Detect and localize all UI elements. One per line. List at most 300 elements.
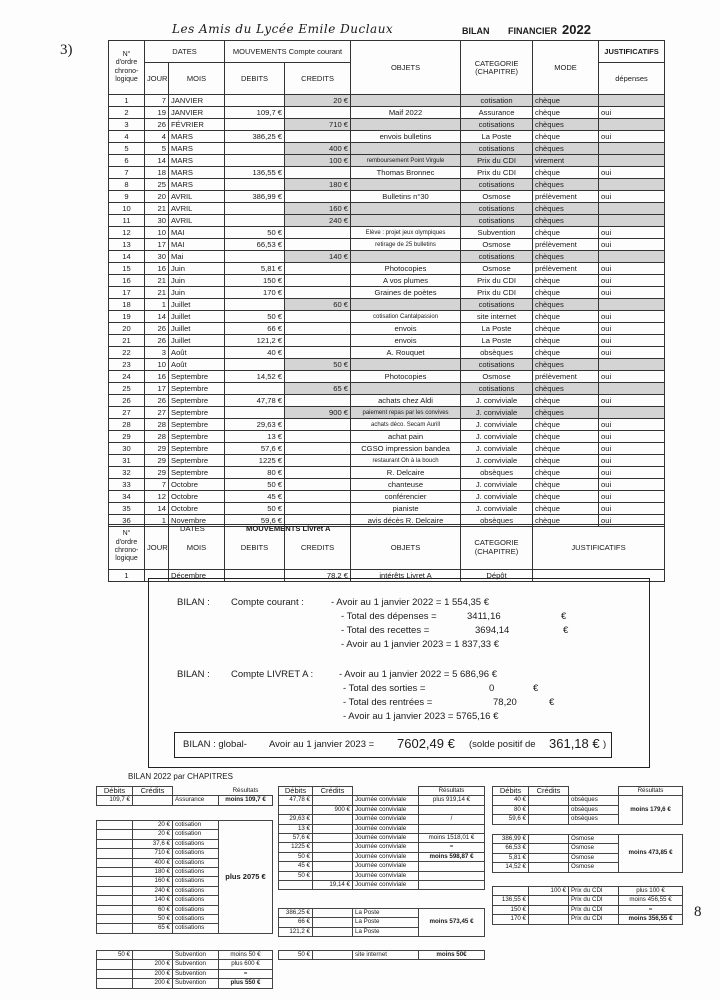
cell-n: 21 (109, 335, 145, 347)
cell-n: 7 (109, 167, 145, 179)
poste-label: La Poste (353, 909, 419, 918)
cell-mois: Octobre (169, 491, 225, 503)
cell-credit: 180 € (285, 179, 351, 191)
cell-jour: 19 (145, 107, 169, 119)
margin-page-number: 8 (694, 904, 702, 920)
cell-credit: 900 € (285, 407, 351, 419)
chap-cdi-table (492, 886, 683, 925)
chapitres-title: BILAN 2022 par CHAPITRES (128, 772, 233, 781)
bilan-la-label: Compte LIVRET A : (231, 669, 314, 680)
conviviale-credit (313, 843, 353, 852)
cell-debit: 150 € (225, 275, 285, 287)
cell-debit: 45 € (225, 491, 285, 503)
cell-mode: chèques (533, 299, 599, 311)
cell-debit: 57,6 € (225, 443, 285, 455)
cell-n: 31 (109, 455, 145, 467)
cdi-debit: 170 € (493, 915, 529, 924)
cell-mode: chèque (533, 395, 599, 407)
subvention-debit (97, 969, 133, 978)
cell-categorie: Prix du CDI (461, 275, 533, 287)
cell-objet (351, 179, 461, 191)
cell-debit: 40 € (225, 347, 285, 359)
cotisation-credit: 180 € (133, 867, 173, 876)
livret-mouvements-label: MOUVEMENTS Livret A (246, 524, 331, 533)
cell-n: 9 (109, 191, 145, 203)
cotisation-label: cotisations (173, 877, 219, 886)
cell-mode: virement (533, 155, 599, 167)
bilan-cc-dep-euro: € (561, 611, 567, 622)
conviviale-label: Journée conviviale (353, 880, 419, 889)
cotisations-result-value: plus 2075 € (225, 871, 266, 881)
subvention-result: plus 550 € (219, 979, 273, 988)
cdi-credit (529, 896, 569, 905)
cell-justificatif: oui (599, 191, 665, 203)
cell-mois: MARS (169, 167, 225, 179)
cell-justificatif: oui (599, 275, 665, 287)
cell-objet (351, 383, 461, 395)
subvention-row (97, 969, 273, 978)
cell-n: 13 (109, 239, 145, 251)
cell-mois: Mai (169, 251, 225, 263)
cell-mois: Juillet (169, 311, 225, 323)
ledger-row (109, 131, 665, 143)
cell-mode: chèque (533, 107, 599, 119)
cell-categorie: Assurance (461, 107, 533, 119)
bilan-cc-rec-val: 3694,14 (475, 625, 510, 636)
cell-n: 35 (109, 503, 145, 515)
cell-categorie: cotisations (461, 119, 533, 131)
cdi-credit (529, 905, 569, 914)
cell-objet: R. Delcaire (351, 467, 461, 479)
cell-categorie: Subvention (461, 227, 533, 239)
cell-mois: Juillet (169, 299, 225, 311)
ledger-row (109, 371, 665, 383)
cell-mode: chèques (533, 179, 599, 191)
cell-n: 6 (109, 155, 145, 167)
cell-jour: 14 (145, 503, 169, 515)
cell-mode: chèque (533, 431, 599, 443)
cell-objet: cotisation Cantalpassion (351, 311, 461, 323)
ledger-row (109, 419, 665, 431)
cell-jour: 7 (145, 479, 169, 491)
ledger-table (108, 40, 665, 527)
cell-justificatif: oui (599, 455, 665, 467)
cotisation-credit: 37,6 € (133, 839, 173, 848)
cell-credit (285, 371, 351, 383)
cell-debit: 1225 € (225, 455, 285, 467)
cell-justificatif (599, 299, 665, 311)
subvention-label: Subvention (173, 969, 219, 978)
cell-categorie: cotisations (461, 251, 533, 263)
conviviale-credit (313, 862, 353, 871)
header-objets: OBJETS (351, 41, 461, 95)
bilan-global-text: Avoir au 1 janvier 2023 = (269, 739, 375, 750)
ledger-row (109, 167, 665, 179)
osmose-debit: 5,81 € (493, 853, 529, 862)
ledger-row (109, 503, 665, 515)
cell-credit (285, 455, 351, 467)
ledger-row (109, 407, 665, 419)
conviviale-row (279, 880, 485, 889)
poste-debit: 66 € (279, 918, 313, 927)
cell-justificatif: oui (599, 335, 665, 347)
cell-credit (285, 263, 351, 275)
cell-categorie: J. conviviale (461, 503, 533, 515)
cell-jour: 28 (145, 431, 169, 443)
cell-mode: prélèvement (533, 371, 599, 383)
subvention-result: = (219, 969, 273, 978)
cell-debit: 14,52 € (225, 371, 285, 383)
cell-mode: chèque (533, 503, 599, 515)
cell-objet: envois (351, 323, 461, 335)
conviviale-result-empty (419, 862, 485, 871)
cell-debit: 109,7 € (225, 107, 285, 119)
cell-justificatif: oui (599, 515, 665, 527)
cell-credit (285, 335, 351, 347)
cell-debit (225, 359, 285, 371)
cell-mois: Septembre (169, 443, 225, 455)
header-mouvements: MOUVEMENTS Compte courant (225, 41, 351, 63)
ledger-row (109, 383, 665, 395)
conviviale-result-empty (419, 871, 485, 880)
cell-objet: conférencier (351, 491, 461, 503)
bilan-label-2: BILAN : (177, 669, 210, 680)
chap-assurance-table (96, 786, 273, 806)
conviviale-row (279, 833, 485, 842)
cell-mode: chèque (533, 443, 599, 455)
cell-credit: 240 € (285, 215, 351, 227)
livret-header-categorie: CATEGORIE (CHAPITRE) (461, 525, 533, 570)
cell-mois: Septembre (169, 371, 225, 383)
conviviale-debit: 45 € (279, 862, 313, 871)
cell-justificatif (599, 179, 665, 191)
subvention-debit: 50 € (97, 951, 133, 960)
ledger-row (109, 239, 665, 251)
cell-objet: Elève : projet jeux olympiques (351, 227, 461, 239)
conviviale-label: Journée conviviale (353, 871, 419, 880)
cell-categorie: obsèques (461, 515, 533, 527)
cell-mode: chèques (533, 215, 599, 227)
chap-conviviale-table (278, 786, 485, 890)
conv-resultats-head: Résultats (419, 787, 485, 796)
conviviale-credit (313, 833, 353, 842)
cdi-row (493, 905, 683, 914)
cotisation-credit: 240 € (133, 886, 173, 895)
bilan-la-sor-val: 0 (489, 683, 495, 694)
cell-credit (285, 503, 351, 515)
livret-dates-label: DATES (180, 524, 205, 533)
cell-objet: CGSO impression bandea (351, 443, 461, 455)
cell-justificatif: oui (599, 503, 665, 515)
cell-objet: chanteuse (351, 479, 461, 491)
cell-debit (225, 179, 285, 191)
ledger-row (109, 227, 665, 239)
cell-n: 34 (109, 491, 145, 503)
cell-categorie: cotisations (461, 299, 533, 311)
conviviale-label: Journée conviviale (353, 796, 419, 805)
conviviale-result-empty (419, 824, 485, 833)
osmose-row (493, 835, 683, 844)
ledger-row (109, 191, 665, 203)
cell-n: 8 (109, 179, 145, 191)
cell-categorie: Prix du CDI (461, 167, 533, 179)
bilan-solde-value: 361,18 € (549, 736, 600, 751)
cell-jour: 10 (145, 359, 169, 371)
ledger-row (109, 179, 665, 191)
subvention-credit (133, 951, 173, 960)
conviviale-debit: 29,63 € (279, 815, 313, 824)
cdi-credit (529, 915, 569, 924)
cotisation-credit: 65 € (133, 924, 173, 933)
header-depenses: dépenses (599, 63, 665, 95)
osmose-label: Osmose (569, 853, 619, 862)
cell-objet: Photocopies (351, 263, 461, 275)
cell-n: 15 (109, 263, 145, 275)
poste-debit: 386,25 € (279, 909, 313, 918)
association-title: Les Amis du Lycée Emile Duclaux (172, 22, 394, 36)
cell-jour: 25 (145, 179, 169, 191)
cell-justificatif (599, 95, 665, 107)
cell-credit: 400 € (285, 143, 351, 155)
cotisation-credit: 140 € (133, 896, 173, 905)
cell-justificatif (599, 203, 665, 215)
cell-justificatif (599, 251, 665, 263)
cdi-row (493, 915, 683, 924)
cell-mois: Septembre (169, 467, 225, 479)
cell-n: 33 (109, 479, 145, 491)
cell-jour: 16 (145, 371, 169, 383)
cotisation-credit: 20 € (133, 830, 173, 839)
cotisation-label: cotisations (173, 886, 219, 895)
conviviale-debit: 50 € (279, 871, 313, 880)
cotisation-label: cotisations (173, 867, 219, 876)
cell-objet (351, 251, 461, 263)
cell-jour: 30 (145, 215, 169, 227)
cell-credit (285, 239, 351, 251)
cell-debit (225, 251, 285, 263)
cell-mois: MARS (169, 131, 225, 143)
cell-n: 12 (109, 227, 145, 239)
cell-mode: chèques (533, 251, 599, 263)
header-year: 2022 (562, 22, 591, 37)
cell-debit: 121,2 € (225, 335, 285, 347)
conviviale-result: moins 1518,01 € (419, 833, 485, 842)
cell-objet: achats chez Aldi (351, 395, 461, 407)
ledger-row (109, 311, 665, 323)
ledger-row (109, 119, 665, 131)
obs-debits-head: Débits (493, 787, 529, 796)
ledger-row (109, 251, 665, 263)
cell-justificatif: oui (599, 263, 665, 275)
cell-categorie: La Poste (461, 335, 533, 347)
cell-categorie: Osmose (461, 263, 533, 275)
cell-n: 26 (109, 395, 145, 407)
cell-mois: MAI (169, 239, 225, 251)
cell-jour: 10 (145, 227, 169, 239)
cell-mode: chèque (533, 323, 599, 335)
cell-n: 14 (109, 251, 145, 263)
cell-mois: MARS (169, 155, 225, 167)
cell-mois: JANVIER (169, 95, 225, 107)
conviviale-result: = (419, 843, 485, 852)
cell-credit (285, 467, 351, 479)
conviviale-debit: 1225 € (279, 843, 313, 852)
cell-categorie: J. conviviale (461, 407, 533, 419)
cell-mode: chèques (533, 119, 599, 131)
cell-categorie: cotisations (461, 179, 533, 191)
conviviale-row (279, 824, 485, 833)
cell-categorie: J. conviviale (461, 431, 533, 443)
osmose-result: moins 473,85 € (619, 835, 683, 873)
cdi-result: moins 356,55 € (619, 915, 683, 924)
cell-objet: remboursement Point Virgule (351, 155, 461, 167)
ledger-row (109, 143, 665, 155)
cell-mode: chèque (533, 95, 599, 107)
cell-debit: 50 € (225, 227, 285, 239)
cell-categorie: cotisations (461, 143, 533, 155)
cotisation-label: cotisation (173, 830, 219, 839)
cell-n: 5 (109, 143, 145, 155)
cell-mode: chèque (533, 419, 599, 431)
cell-justificatif (599, 407, 665, 419)
cell-mois: MARS (169, 179, 225, 191)
conviviale-result-empty (419, 880, 485, 889)
conviviale-credit (313, 815, 353, 824)
cell-categorie: Osmose (461, 239, 533, 251)
cotisation-credit: 400 € (133, 858, 173, 867)
poste-label: La Poste (353, 927, 419, 936)
cell-debit (225, 215, 285, 227)
cdi-row (493, 896, 683, 905)
bilan-cc-line4: - Avoir au 1 janvier 2023 = 1 837,33 € (341, 639, 500, 650)
cotisation-label: cotisations (173, 905, 219, 914)
cell-jour: 3 (145, 347, 169, 359)
cell-debit: 136,55 € (225, 167, 285, 179)
cell-mois: FÉVRIER (169, 119, 225, 131)
cell-objet: pianiste (351, 503, 461, 515)
cell-mois: Octobre (169, 503, 225, 515)
cell-credit (285, 479, 351, 491)
cell-categorie: cotisations (461, 383, 533, 395)
livret-header-credits: CREDITS (285, 525, 351, 570)
header-mois: MOIS (169, 63, 225, 95)
cell-jour: 14 (145, 155, 169, 167)
conviviale-row (279, 852, 485, 861)
cell-credit: 20 € (285, 95, 351, 107)
header-justificatifs: JUSTIFICATIFS (599, 41, 665, 63)
cell-mois: Septembre (169, 395, 225, 407)
cotisation-label: cotisations (173, 914, 219, 923)
cell-justificatif (599, 215, 665, 227)
cell-jour: 21 (145, 203, 169, 215)
ledger-row (109, 215, 665, 227)
ledger-row (109, 287, 665, 299)
cell-mois: Septembre (169, 419, 225, 431)
conviviale-result-empty (419, 805, 485, 814)
bilan-la-line1: - Avoir au 1 janvier 2022 = 5 686,96 € (339, 669, 498, 680)
cell-mois: Octobre (169, 479, 225, 491)
subvention-credit: 200 € (133, 960, 173, 969)
cotisation-label: cotisations (173, 924, 219, 933)
conviviale-credit: 19,14 € (313, 880, 353, 889)
ledger-row (109, 275, 665, 287)
cell-objet (351, 95, 461, 107)
cell-mode: chèques (533, 203, 599, 215)
cell-categorie: Osmose (461, 191, 533, 203)
cell-categorie: obsèques (461, 467, 533, 479)
cell-justificatif: oui (599, 371, 665, 383)
cell-mois: Juillet (169, 335, 225, 347)
osmose-debit: 386,99 € (493, 835, 529, 844)
cell-objet: envois (351, 335, 461, 347)
cell-n: 1 (109, 95, 145, 107)
subvention-debit (97, 979, 133, 988)
cell-credit (285, 443, 351, 455)
cell-categorie: J. conviviale (461, 455, 533, 467)
cell-n: 16 (109, 275, 145, 287)
cell-debit: 59,6 € (225, 515, 285, 527)
obseques-label: obsèques (569, 796, 619, 805)
cell-objet: Thomas Bronnec (351, 167, 461, 179)
ledger-row (109, 155, 665, 167)
cell-objet (351, 119, 461, 131)
osmose-label: Osmose (569, 844, 619, 853)
cell-justificatif: oui (599, 491, 665, 503)
chap-osmose-table (492, 834, 683, 873)
conv-credits-head: Crédits (313, 787, 353, 796)
cell-jour: 1 (145, 299, 169, 311)
cell-mois: Juillet (169, 323, 225, 335)
cell-mois: Septembre (169, 407, 225, 419)
conviviale-label: Journée conviviale (353, 815, 419, 824)
cell-justificatif: oui (599, 167, 665, 179)
cell-jour: 26 (145, 395, 169, 407)
bilan-la-sor-label: - Total des sorties = (343, 683, 426, 694)
cell-objet: A. Rouquet (351, 347, 461, 359)
cell-n: 11 (109, 215, 145, 227)
cell-categorie: Prix du CDI (461, 287, 533, 299)
cotisation-label: cotisations (173, 896, 219, 905)
chap-cotisations-table (96, 820, 273, 934)
osmose-debit: 14,52 € (493, 863, 529, 872)
cell-credit (285, 287, 351, 299)
subvention-row (97, 960, 273, 969)
cell-jour: 4 (145, 131, 169, 143)
cell-justificatif: oui (599, 431, 665, 443)
cdi-debit: 150 € (493, 905, 529, 914)
cdi-result: = (619, 905, 683, 914)
ledger-row (109, 335, 665, 347)
cell-credit (285, 347, 351, 359)
ledger-row (109, 95, 665, 107)
ledger-row (109, 431, 665, 443)
livret-cell-cat: Dépôt (461, 570, 533, 582)
conviviale-credit (313, 871, 353, 880)
cell-debit (225, 155, 285, 167)
cell-mode: chèques (533, 143, 599, 155)
bilan-la-ren-euro: € (549, 697, 555, 708)
cell-credit (285, 431, 351, 443)
cell-credit (285, 395, 351, 407)
cell-jour: 30 (145, 251, 169, 263)
poste-label: La Poste (353, 918, 419, 927)
subvention-row (97, 979, 273, 988)
cell-debit: 29,63 € (225, 419, 285, 431)
cell-mode: prélèvement (533, 239, 599, 251)
conviviale-label: Journée conviviale (353, 805, 419, 814)
conviviale-label: Journée conviviale (353, 824, 419, 833)
ledger-row (109, 347, 665, 359)
